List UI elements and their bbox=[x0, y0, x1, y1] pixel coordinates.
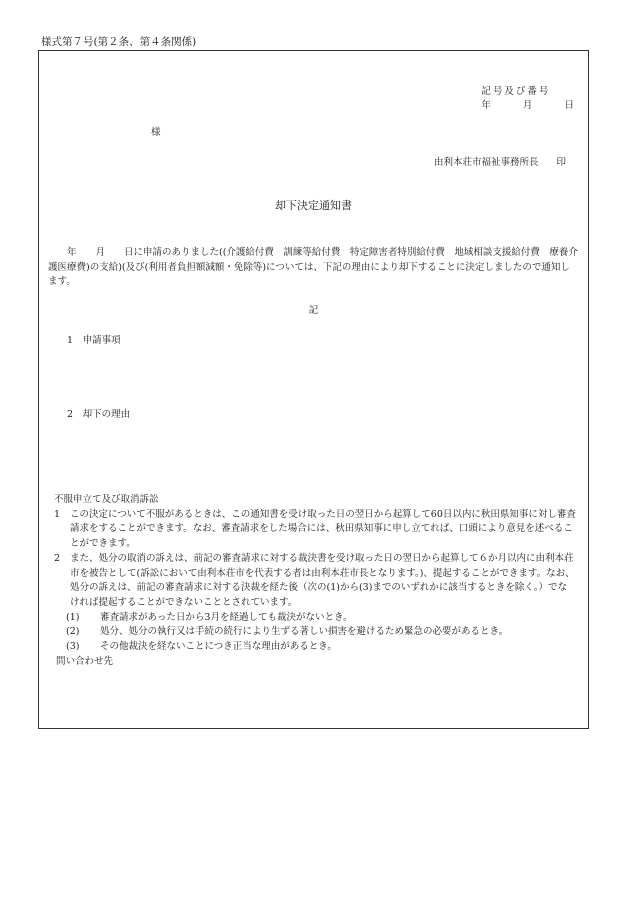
issuer-name: 由利本荘市福祉事務所長 bbox=[433, 157, 539, 168]
exception-item bbox=[54, 611, 576, 626]
exception-item bbox=[54, 640, 576, 655]
date-day: 日 bbox=[564, 99, 574, 111]
item-number: 1 bbox=[67, 335, 74, 346]
appeal-paragraph bbox=[54, 552, 576, 611]
item-label: 却下の理由 bbox=[82, 409, 131, 420]
exception-item bbox=[54, 625, 576, 640]
date-line bbox=[481, 99, 574, 113]
exception-number: (3) bbox=[66, 641, 80, 653]
seal-mark: 印 bbox=[556, 157, 566, 168]
appeal-section bbox=[54, 493, 576, 670]
exception-text: 処分、処分の執行又は手続の続行により生ずる著しい損害を避けるため緊急の必要があるとき。 bbox=[100, 626, 509, 638]
reference-number-label: 記号及び番号 bbox=[481, 86, 551, 97]
exception-number: (2) bbox=[66, 626, 80, 638]
paragraph-number: 2 bbox=[54, 552, 61, 564]
ki-heading: 記 bbox=[308, 305, 319, 316]
exception-text: その他裁決を経ないことにつき正当な理由があるとき。 bbox=[100, 641, 337, 653]
paragraph-text: また、処分の取消の訴えは、前記の審査請求に対する裁決書を受け取った日の翌日から起算して６か月以内に由利本荘市を被告として(訴訟において由利本荘市を代表する者は由利本荘市長となります。)、提起することができます。なお、処分の訴えは、前記の審査請求に対する決裁を経た後（次の(1)から(3)までのいずれかに該当するときを除く。）でなければ提起することができないこととされています。 bbox=[70, 552, 575, 609]
addressee-suffix: 様 bbox=[151, 127, 161, 138]
paragraph-number: 1 bbox=[54, 508, 61, 520]
document-frame bbox=[38, 50, 589, 729]
form-number: 様式第７号(第２条、第４条関係) bbox=[41, 36, 197, 48]
paragraph-text: この決定について不服があるときは、この通知書を受け取った日の翌日から起算して60日以内に秋田県知事に対し審査請求をすることができます。なお、審査請求をした場合には、秋田県知事に申し立てれば、口頭により意見を述べることができます。 bbox=[70, 508, 576, 550]
date-month: 月 bbox=[522, 99, 533, 111]
inquiry-label: 問い合わせ先 bbox=[56, 655, 114, 667]
item-number: 2 bbox=[67, 409, 74, 420]
reference-block bbox=[481, 85, 574, 113]
issuer bbox=[434, 156, 566, 170]
item-label: 申請事項 bbox=[82, 335, 121, 346]
item-rejection-reason bbox=[67, 408, 130, 422]
exception-number: (1) bbox=[66, 611, 80, 623]
item-application bbox=[67, 334, 121, 348]
notice-body: 年 月 日に申請のありました((介護給付費 訓練等給付費 特定障害者特別給付費 地域相談支援給付費 療養介護医療費)の支給)(及び(利用者負担額減額・免除等)については、下記の理由により却下することに決定しましたので通知します。 bbox=[48, 247, 578, 288]
document-title: 却下決定通知書 bbox=[275, 199, 352, 212]
exception-text: 審査請求があった日から3月を経過しても裁決がないとき。 bbox=[100, 611, 353, 623]
appeal-paragraph bbox=[54, 508, 576, 552]
date-year: 年 bbox=[481, 99, 491, 111]
appeal-heading: 不服申立て及び取消訴訟 bbox=[54, 494, 159, 505]
